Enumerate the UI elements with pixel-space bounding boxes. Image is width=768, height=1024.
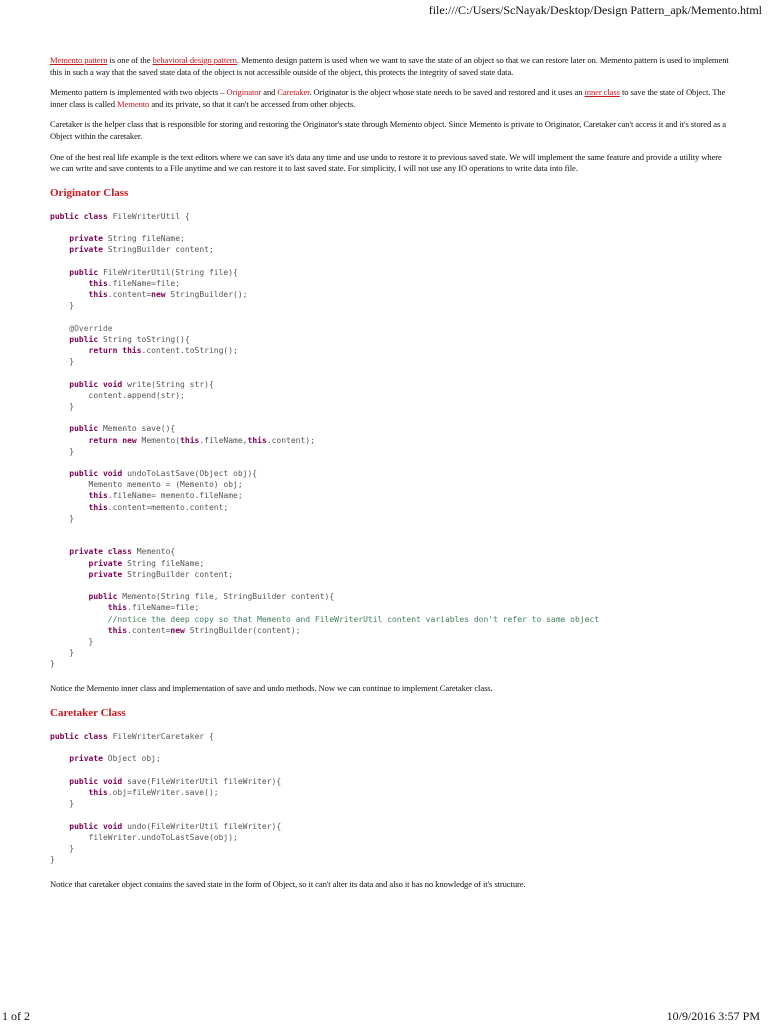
caretaker-heading: Caretaker Class: [50, 707, 126, 720]
caretaker-code-block: [50, 731, 730, 865]
code-line: [50, 311, 730, 322]
code-line: [50, 356, 730, 367]
code-line: [50, 457, 730, 468]
code-text: [50, 279, 89, 288]
code-line: [50, 278, 730, 289]
memento-term: Memento: [117, 98, 150, 109]
code-keyword: public void: [69, 776, 123, 786]
code-keyword: this: [247, 435, 267, 445]
code-text: fileWriter.undoToLastSave(obj);: [50, 832, 238, 842]
code-line: [50, 647, 730, 658]
code-line: [50, 580, 730, 591]
code-text: Object obj;: [102, 754, 161, 764]
code-text: [50, 547, 69, 556]
code-line: [50, 222, 730, 233]
code-text: FileWriterUtil {: [107, 211, 190, 221]
code-line: [50, 423, 730, 434]
inner-class-link[interactable]: inner class: [584, 87, 620, 98]
code-line: [50, 490, 730, 501]
code-line: [50, 742, 730, 753]
code-line: [50, 412, 730, 423]
code-text: [50, 626, 108, 635]
code-text: FileWriterUtil(String file){: [98, 267, 238, 277]
code-text: .obj=fileWriter.save();: [107, 787, 219, 797]
code-keyword: return: [88, 346, 118, 355]
code-keyword: public void: [69, 821, 123, 831]
code-text: Memento(String file, StringBuilder content){: [117, 592, 335, 602]
code-line: [50, 446, 730, 457]
code-line: [50, 233, 730, 244]
code-line: [50, 390, 730, 401]
code-text: [50, 603, 108, 612]
code-text: [50, 290, 89, 299]
code-keyword: public void: [69, 379, 123, 389]
code-text: content.append(str);: [50, 390, 185, 400]
intro-text: is one of the: [107, 55, 153, 65]
code-line: [50, 843, 730, 854]
code-text: [50, 754, 69, 763]
code-keyword: public class: [50, 732, 108, 742]
code-text: [50, 822, 69, 831]
code-line: [50, 256, 730, 267]
code-text: [50, 491, 89, 500]
code-line: [50, 753, 730, 764]
code-text: undo(FileWriterUtil fileWriter){: [122, 821, 282, 831]
code-text: [50, 592, 89, 601]
article-body: [50, 55, 730, 900]
code-text: }: [50, 843, 75, 853]
code-line: [50, 558, 730, 569]
code-text: [50, 380, 69, 389]
code-keyword: this: [88, 491, 108, 501]
code-text: [50, 234, 69, 243]
code-line: [50, 809, 730, 820]
notice-paragraph-1: Notice the Memento inner class and implementation of save and undo methods. Now we can continue to implement Caretaker class.: [50, 683, 493, 694]
code-text: [50, 469, 69, 478]
code-text: [50, 268, 69, 277]
code-line: [50, 334, 730, 345]
code-text: Memento memento = (Memento) obj;: [50, 480, 243, 490]
intro-text: and its private, so that it can't be accessed from other objects.: [149, 98, 356, 109]
intro-text: . Memento design pattern is used when we want to save the state of an object so that we can restore later on. Memento pattern is used to implement this in such a way that the saved state data of the object is not accessible outside of the object, this protects the integrity of saved state data.: [50, 55, 729, 77]
code-text: String toString(){: [98, 334, 190, 344]
code-text: FileWriterCaretaker {: [107, 732, 214, 742]
code-text: write(String str){: [122, 379, 214, 389]
code-text: }: [50, 648, 75, 658]
originator-heading: Originator Class: [50, 186, 129, 199]
code-keyword: this: [88, 787, 108, 797]
code-keyword: public: [69, 334, 99, 344]
code-text: [50, 245, 69, 254]
code-line: [50, 535, 730, 546]
intro-paragraph-1: [50, 55, 730, 78]
code-line: [50, 244, 730, 255]
intro-paragraph-3: Caretaker is the helper class that is responsible for storing and restoring the Originator's state through Memento object. Since Memento is private to Originator, Caretaker can't access it and it's stored as a Object within the caretaker.: [50, 119, 726, 141]
originator-code-block: [50, 211, 730, 670]
code-line: [50, 787, 730, 798]
code-line: [50, 602, 730, 613]
code-text: [50, 503, 89, 512]
code-text: String fileName;: [122, 558, 205, 568]
code-text: .fileName= memento.fileName;: [107, 491, 243, 501]
intro-text: . Originator is the object whose state needs to be saved and restored and it uses an: [309, 87, 585, 98]
code-text: }: [50, 513, 75, 523]
code-text: }: [50, 446, 75, 456]
code-keyword: this: [180, 435, 200, 445]
code-text: }: [50, 799, 75, 809]
code-keyword: this: [122, 346, 142, 355]
print-footer-datetime: 10/9/2016 3:57 PM: [666, 1009, 760, 1023]
print-footer-page: 1 of 2: [2, 1009, 30, 1023]
code-line: [50, 832, 730, 843]
intro-paragraph-4: One of the best real life example is the text editors where we can save it's data any time and use undo to restore it to previous saved state. We will implement the same feature and provide a utility where we can write and save contents to a File anytime and we can restore it to last saved state. For simplicity, I will not use any IO operations to write data into file.: [50, 151, 722, 174]
code-text: [50, 777, 69, 786]
code-comment: //notice the deep copy so that Memento and FileWriterUtil content variables don't refer to same object: [107, 614, 600, 624]
code-line: [50, 211, 730, 222]
code-text: Memento save(){: [98, 424, 176, 434]
print-header-url: file:///C:/Users/ScNayak/Desktop/Design Pattern_apk/Memento.html: [428, 3, 762, 17]
code-line: [50, 502, 730, 513]
code-line: [50, 323, 730, 334]
intro-text: Memento pattern is implemented with two objects –: [50, 87, 227, 98]
code-line: [50, 798, 730, 809]
code-text: .content=memento.content;: [107, 502, 229, 512]
memento-pattern-link[interactable]: Memento pattern: [50, 55, 108, 65]
code-text: .content=: [127, 625, 171, 635]
code-text: }: [50, 855, 55, 865]
code-line: [50, 513, 730, 524]
code-text: [50, 559, 89, 568]
code-line: [50, 435, 730, 446]
code-text: .fileName=file;: [107, 278, 181, 288]
code-line: [50, 546, 730, 557]
code-keyword: private: [69, 754, 103, 764]
code-keyword: private: [88, 569, 123, 579]
code-text: .fileName=file;: [127, 603, 200, 613]
code-text: StringBuilder content;: [122, 569, 234, 579]
code-line: [50, 821, 730, 832]
code-text: [50, 324, 69, 333]
intro-paragraph-2: [50, 87, 730, 110]
code-text: Memento(: [136, 435, 181, 445]
code-line: [50, 614, 730, 625]
behavioral-pattern-link[interactable]: behavioral design pattern: [152, 55, 237, 65]
code-text: [50, 788, 89, 797]
code-text: }: [50, 301, 75, 311]
code-line: [50, 367, 730, 378]
code-text: String fileName;: [102, 234, 185, 244]
code-line: [50, 267, 730, 278]
code-keyword: private: [69, 234, 103, 244]
code-keyword: public: [69, 424, 99, 434]
code-keyword: public: [69, 267, 99, 277]
code-line: [50, 776, 730, 787]
code-keyword: new: [170, 625, 185, 635]
code-text: [50, 346, 89, 355]
code-text: }: [50, 659, 55, 669]
code-keyword: this: [88, 278, 108, 288]
code-line: [50, 658, 730, 669]
code-line: [50, 479, 730, 490]
code-text: }: [50, 636, 94, 646]
code-text: .fileName,: [199, 435, 248, 445]
caretaker-term: Caretaker: [277, 87, 310, 98]
intro-text: and: [261, 87, 278, 98]
code-keyword: this: [107, 603, 128, 613]
code-text: .content);: [266, 435, 315, 445]
code-keyword: this: [88, 502, 108, 512]
code-text: [50, 615, 108, 624]
code-keyword: private: [69, 245, 103, 255]
code-line: [50, 289, 730, 300]
intro-text: to save the state of Object. The inner class is called: [50, 87, 726, 109]
code-keyword: private: [88, 558, 123, 568]
code-line: [50, 345, 730, 356]
code-text: }: [50, 357, 75, 367]
code-line: [50, 591, 730, 602]
code-keyword: this: [88, 290, 108, 300]
code-text: .content.toString();: [141, 346, 238, 355]
code-line: [50, 625, 730, 636]
code-line: [50, 569, 730, 580]
code-keyword: public: [88, 592, 118, 602]
code-text: [50, 570, 89, 579]
code-line: [50, 854, 730, 865]
code-keyword: public class: [50, 211, 108, 221]
code-keyword: private class: [69, 547, 132, 557]
originator-term: Originator: [226, 87, 262, 98]
code-keyword: new: [151, 290, 166, 300]
code-text: StringBuilder();: [165, 290, 248, 300]
code-keyword: this: [107, 625, 128, 635]
code-line: [50, 468, 730, 479]
code-annotation: @Override: [69, 323, 113, 333]
code-text: }: [50, 401, 75, 411]
code-line: [50, 636, 730, 647]
code-text: StringBuilder content;: [102, 245, 214, 255]
code-text: [50, 436, 89, 445]
code-text: [50, 424, 69, 433]
code-line: [50, 524, 730, 535]
code-text: save(FileWriterUtil fileWriter){: [122, 776, 282, 786]
code-line: [50, 300, 730, 311]
code-line: [50, 731, 730, 742]
code-text: undoToLastSave(Object obj){: [122, 469, 258, 479]
code-text: .content=: [107, 290, 152, 300]
code-line: [50, 401, 730, 412]
code-text: StringBuilder(content);: [184, 625, 301, 635]
code-keyword: public void: [69, 469, 123, 479]
notice-paragraph-2: Notice that caretaker object contains the saved state in the form of Object, so it can't alter its data and also it has no knowledge of it's structure.: [50, 879, 526, 890]
code-text: [50, 335, 69, 344]
code-text: Memento{: [131, 547, 176, 557]
code-keyword: return new: [88, 435, 137, 445]
code-line: [50, 379, 730, 390]
code-line: [50, 765, 730, 776]
